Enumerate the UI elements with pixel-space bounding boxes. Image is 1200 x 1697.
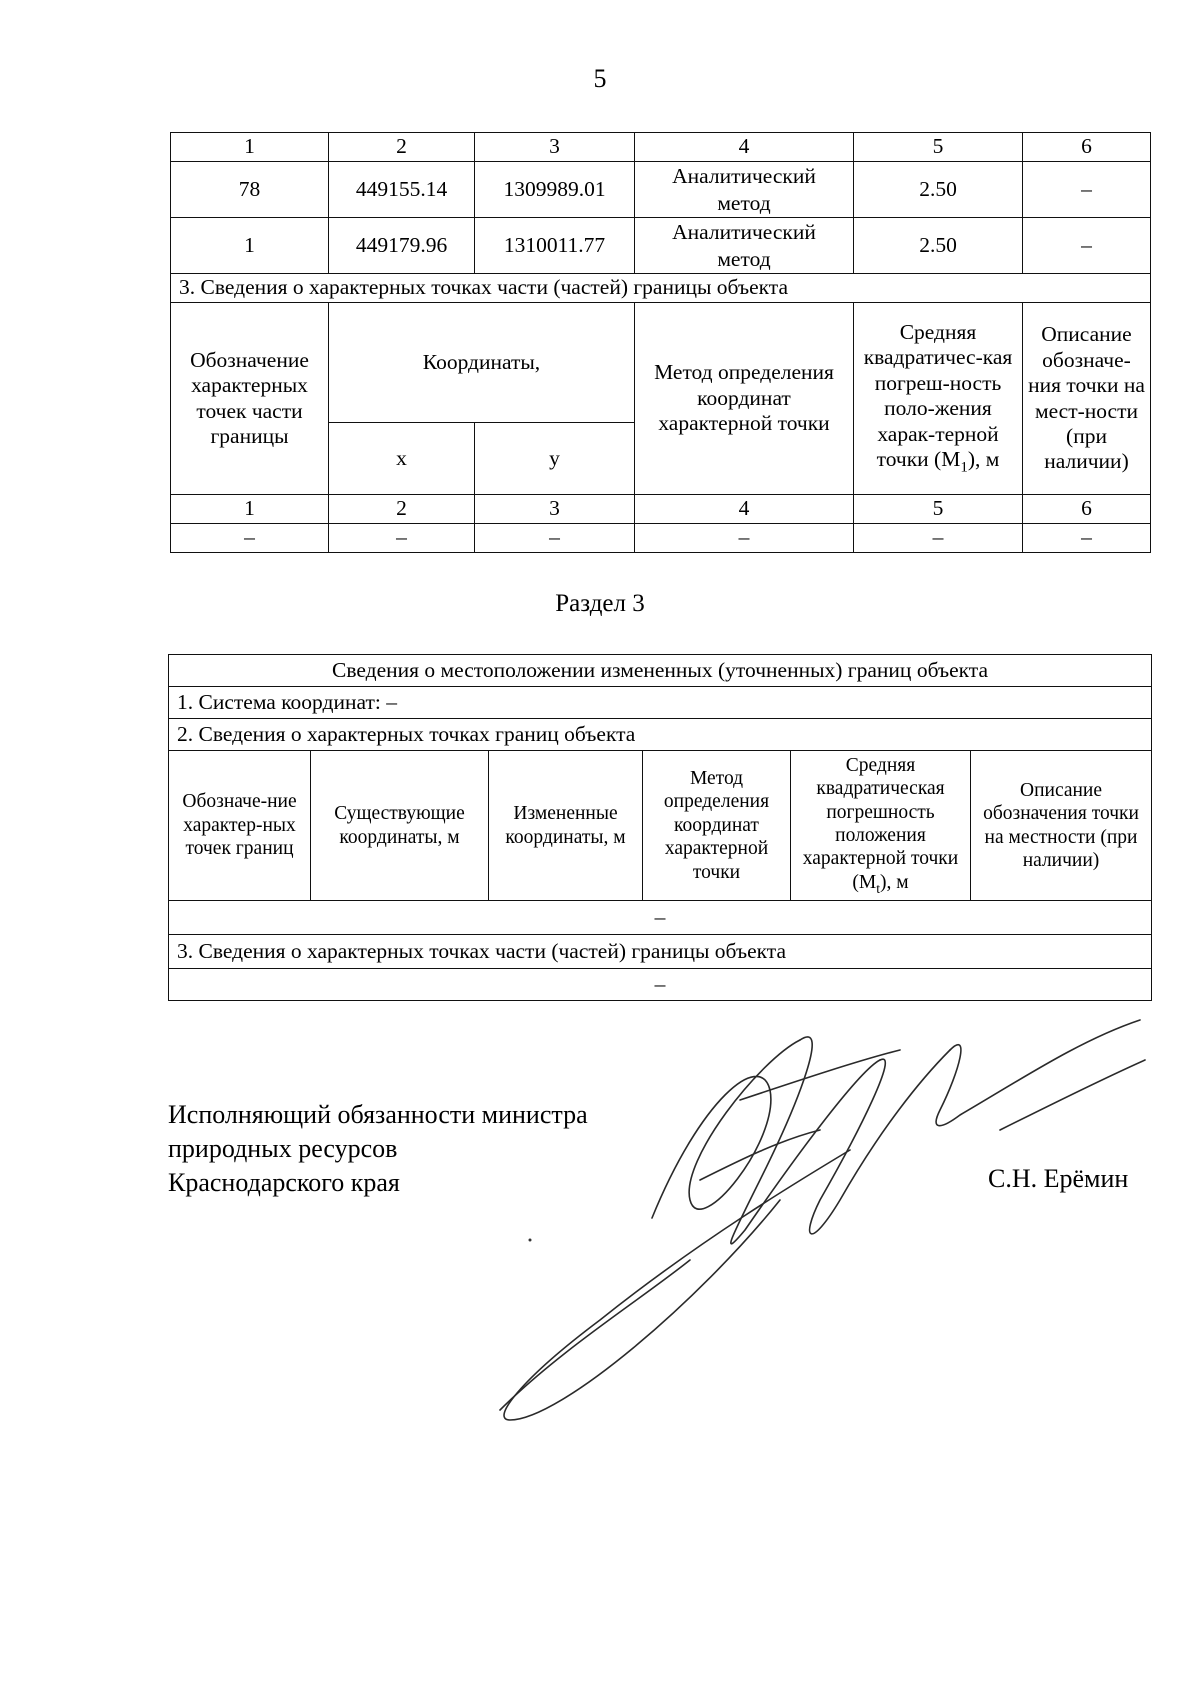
empty-cell: –: [635, 524, 854, 553]
position-line: природных ресурсов: [168, 1134, 398, 1163]
accuracy: 2.50: [854, 162, 1023, 218]
position-line: Краснодарского края: [168, 1168, 400, 1197]
table-row: [171, 218, 1151, 274]
header-description: Описание обозначе-ния точки на мест-ности (при наличии): [1023, 303, 1151, 495]
col-number: 4: [635, 495, 854, 524]
header-method: Метод определения координат характерной точки: [643, 751, 791, 901]
empty-row: –: [169, 969, 1152, 1001]
header-x: х: [329, 423, 475, 495]
column-numbers-row: [171, 133, 1151, 162]
col-number: 3: [475, 133, 635, 162]
col-number: 2: [329, 495, 475, 524]
table-row: [171, 162, 1151, 218]
header-coordinates: Координаты,: [329, 303, 635, 423]
empty-cell: –: [475, 524, 635, 553]
header-existing: Существующие координаты, м: [311, 751, 489, 901]
table2-title: Сведения о местоположении измененных (уточненных) границ объекта: [169, 655, 1152, 687]
method-cell: [635, 162, 854, 218]
section-title: Раздел 3: [555, 590, 645, 617]
accuracy-text: Средняя квадратическая погрешность положения характерной точки (M: [802, 754, 959, 893]
col-number: 1: [171, 133, 329, 162]
header-accuracy: [791, 751, 971, 901]
coord-y: 1310011.77: [475, 218, 635, 274]
method-line2: метод: [717, 190, 771, 215]
point-id: 78: [171, 162, 329, 218]
signatory-position: [168, 1098, 588, 1200]
col-number: 6: [1023, 495, 1151, 524]
signatory-name: С.Н. Ерёмин: [988, 1164, 1129, 1193]
accuracy: 2.50: [854, 218, 1023, 274]
col-number: 3: [475, 495, 635, 524]
col-number: 1: [171, 495, 329, 524]
table-row: [171, 524, 1151, 553]
accuracy-unit: ), м: [880, 871, 909, 893]
position-line: Исполняющий обязанности министра: [168, 1100, 588, 1129]
col-number: 6: [1023, 133, 1151, 162]
coord-x: 449155.14: [329, 162, 475, 218]
empty-cell: –: [329, 524, 475, 553]
accuracy-sub: t: [876, 880, 881, 896]
page-number: 5: [593, 64, 607, 93]
header-description: Описание обозначения точки на местности (при наличии): [971, 751, 1152, 901]
description: –: [1023, 218, 1151, 274]
accuracy-sub: 1: [960, 459, 968, 476]
header-changed: Измененные координаты, м: [489, 751, 643, 901]
part-title: 3. Сведения о характерных точках части (частей) границы объекта: [169, 935, 1152, 969]
empty-cell: –: [1023, 524, 1151, 553]
header-designation: Обозначе-ние характер-ных точек границ: [169, 751, 311, 901]
header-accuracy: [854, 303, 1023, 495]
header-designation: Обозначение характерных точек части границы: [171, 303, 329, 495]
header-method: Метод определения координат характерной точки: [635, 303, 854, 495]
section3-title: 3. Сведения о характерных точках части (частей) границы объекта: [171, 274, 1151, 303]
coord-system: 1. Система координат: –: [169, 687, 1152, 719]
col-number: 2: [329, 133, 475, 162]
accuracy-text: Средняя квадратичес-кая погреш-ность поло-жения харак-терной точки (M: [863, 320, 1013, 471]
description: –: [1023, 162, 1151, 218]
empty-row: –: [169, 901, 1152, 935]
method-line1: Аналитический: [672, 219, 816, 244]
changed-boundaries-table: [168, 654, 1152, 1001]
coord-y: 1309989.01: [475, 162, 635, 218]
accuracy-unit: ), м: [967, 446, 1000, 471]
method-line1: Аналитический: [672, 163, 816, 188]
col-number: 5: [854, 495, 1023, 524]
col-number: 4: [635, 133, 854, 162]
empty-cell: –: [854, 524, 1023, 553]
empty-cell: –: [171, 524, 329, 553]
method-line2: метод: [717, 246, 771, 271]
coord-x: 449179.96: [329, 218, 475, 274]
header-y: у: [475, 423, 635, 495]
points-title: 2. Сведения о характерных точках границ объекта: [169, 719, 1152, 751]
boundary-points-table: [170, 132, 1151, 553]
method-cell: [635, 218, 854, 274]
column-numbers-row: [171, 495, 1151, 524]
point-id: 1: [171, 218, 329, 274]
col-number: 5: [854, 133, 1023, 162]
